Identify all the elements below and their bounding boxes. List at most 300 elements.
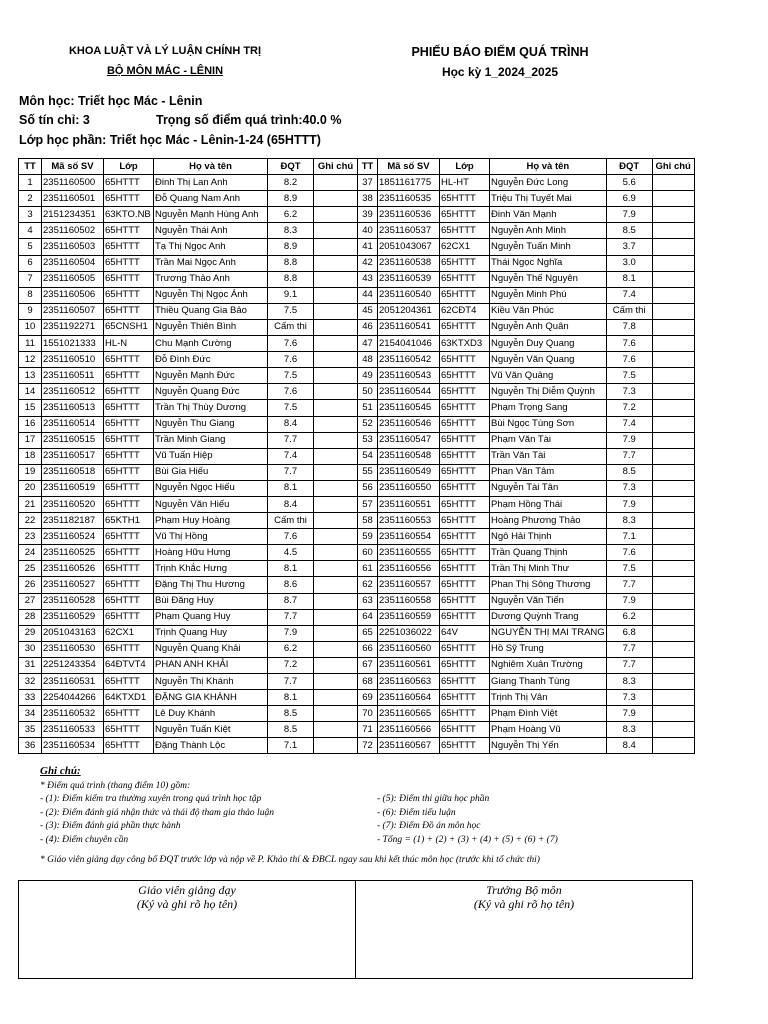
student-name: Đặng Thành Lộc [154, 738, 268, 754]
table-row [19, 690, 695, 706]
class-code: 65HTTT [440, 706, 490, 722]
note-cell [314, 223, 358, 239]
process-grade: 7.7 [606, 641, 652, 657]
class-code: HL-N [104, 336, 154, 352]
student-id: 2351160527 [42, 577, 104, 593]
note-cell [652, 319, 694, 335]
notes-right [377, 793, 558, 847]
note-cell [652, 496, 694, 512]
process-grade: 7.5 [268, 400, 314, 416]
student-name: Trịnh Quang Huy [154, 625, 268, 641]
class-code: 65HTTT [440, 400, 490, 416]
student-id: 2351160513 [42, 400, 104, 416]
process-grade: 8.5 [606, 223, 652, 239]
process-grade: 6.9 [606, 191, 652, 207]
note-cell [652, 239, 694, 255]
class-code: 65HTTT [440, 657, 490, 673]
student-name: Nguyễn Tuấn Minh [490, 239, 607, 255]
note-cell [314, 448, 358, 464]
table-row [19, 400, 695, 416]
student-name: Phạm Hồng Thái [490, 496, 607, 512]
row-number: 30 [19, 641, 42, 657]
process-grade: 6.8 [606, 625, 652, 641]
student-name: Phan Thị Sông Thương [490, 577, 607, 593]
note-cell [314, 690, 358, 706]
note-cell [652, 416, 694, 432]
process-grade: 7.6 [268, 384, 314, 400]
student-name: Thái Ngọc Nghĩa [490, 255, 607, 271]
note-cell [652, 529, 694, 545]
note-cell [314, 480, 358, 496]
class-code: 65HTTT [440, 674, 490, 690]
class-code: 65HTTT [104, 368, 154, 384]
process-grade: 7.6 [606, 336, 652, 352]
student-name: Phạm Quang Huy [154, 609, 268, 625]
note-cell [314, 352, 358, 368]
row-number: 53 [358, 432, 378, 448]
row-number: 58 [358, 513, 378, 529]
row-number: 5 [19, 239, 42, 255]
class-code: 65HTTT [440, 416, 490, 432]
class-code: 62CX1 [440, 239, 490, 255]
note-cell [652, 432, 694, 448]
class-code: 65HTTT [104, 593, 154, 609]
notes-section [40, 765, 274, 847]
head-signature-title: Trưởng Bộ môn [486, 883, 562, 897]
note-cell [314, 271, 358, 287]
student-name: Nguyễn Thị Khánh [154, 674, 268, 690]
note-cell [314, 529, 358, 545]
class-code: 65HTTT [440, 529, 490, 545]
student-name: Nguyễn Văn Quang [490, 352, 607, 368]
row-number: 33 [19, 690, 42, 706]
student-name: Hoàng Phương Thảo [490, 513, 607, 529]
class-code: 65HTTT [440, 545, 490, 561]
process-grade: 8.3 [268, 223, 314, 239]
process-grade: 7.7 [606, 577, 652, 593]
class-code: 65HTTT [440, 191, 490, 207]
row-number: 71 [358, 722, 378, 738]
note-cell [652, 287, 694, 303]
note-cell [314, 239, 358, 255]
student-id: 2351160539 [378, 271, 440, 287]
process-grade: 7.5 [606, 561, 652, 577]
class-code: 65HTTT [440, 448, 490, 464]
student-id: 2351160533 [42, 722, 104, 738]
row-number: 13 [19, 368, 42, 384]
class-code: 65HTTT [104, 384, 154, 400]
row-number: 70 [358, 706, 378, 722]
student-name: Nguyễn Minh Phú [490, 287, 607, 303]
row-number: 26 [19, 577, 42, 593]
table-row [19, 706, 695, 722]
class-code: 65HTTT [440, 207, 490, 223]
table-row [19, 480, 695, 496]
student-id: 2351160530 [42, 641, 104, 657]
row-number: 63 [358, 593, 378, 609]
student-name: Phạm Hoàng Vũ [490, 722, 607, 738]
class-code: 65HTTT [440, 384, 490, 400]
header-student-id: Mã số SV [42, 159, 104, 175]
class-code: 65HTTT [440, 722, 490, 738]
row-number: 7 [19, 271, 42, 287]
row-number: 47 [358, 336, 378, 352]
student-name: Đỗ Đình Đức [154, 352, 268, 368]
class-code: 65CNSH1 [104, 319, 154, 335]
student-id: 2051204361 [378, 303, 440, 319]
student-name: Vũ Văn Quảng [490, 368, 607, 384]
class-code: 62CX1 [104, 625, 154, 641]
grades-table [18, 158, 695, 754]
class-code: 65HTTT [440, 464, 490, 480]
note-cell [314, 593, 358, 609]
row-number: 72 [358, 738, 378, 754]
faculty-header [40, 45, 290, 77]
student-id: 2351160514 [42, 416, 104, 432]
note-cell [652, 690, 694, 706]
student-name: Trần Quang Thịnh [490, 545, 607, 561]
student-name: Phạm Đình Việt [490, 706, 607, 722]
student-name: Phạm Văn Tài [490, 432, 607, 448]
row-number: 41 [358, 239, 378, 255]
row-number: 65 [358, 625, 378, 641]
class-code: 65HTTT [440, 561, 490, 577]
class-code: 65HTTT [440, 609, 490, 625]
note-cell [314, 674, 358, 690]
weight-label: Trọng số điểm quá trình:40.0 % [156, 113, 342, 127]
table-row [19, 255, 695, 271]
class-code: 65HTTT [440, 496, 490, 512]
note-cell [314, 432, 358, 448]
student-id: 2351160531 [42, 674, 104, 690]
student-name: PHAN ANH KHẢI [154, 657, 268, 673]
student-name: Bùi Đăng Huy [154, 593, 268, 609]
student-name: Dương Quỳnh Trang [490, 609, 607, 625]
student-name: Nguyễn Thị Yến [490, 738, 607, 754]
process-grade: 6.2 [606, 609, 652, 625]
student-id: 2351160543 [378, 368, 440, 384]
signature-box [18, 880, 693, 979]
student-id: 2351160505 [42, 271, 104, 287]
student-name: Lê Duy Khánh [154, 706, 268, 722]
process-grade: 3.7 [606, 239, 652, 255]
process-grade: 8.8 [268, 271, 314, 287]
process-grade: 7.7 [606, 657, 652, 673]
table-row [19, 271, 695, 287]
student-name: Nguyễn Văn Tiến [490, 593, 607, 609]
student-name: Nguyễn Thu Giang [154, 416, 268, 432]
table-row [19, 657, 695, 673]
student-name: Nghiêm Xuân Trường [490, 657, 607, 673]
header-grade: ĐQT [268, 159, 314, 175]
head-signature-sub: (Ký và ghi rõ họ tên) [473, 897, 575, 911]
student-id: 2351160561 [378, 657, 440, 673]
class-code: 65HTTT [104, 271, 154, 287]
class-code: 65HTTT [104, 464, 154, 480]
student-name: Nguyễn Thế Nguyên [490, 271, 607, 287]
note-item: - (7): Điểm Đồ án môn học [377, 821, 481, 831]
process-grade: 7.5 [268, 368, 314, 384]
student-id: 2351160560 [378, 641, 440, 657]
row-number: 36 [19, 738, 42, 754]
student-name: Nguyễn Tài Tân [490, 480, 607, 496]
process-grade: 7.7 [606, 448, 652, 464]
note-item: - (4): Điểm chuyên cần [40, 834, 129, 845]
table-header-row [19, 159, 695, 175]
row-number: 2 [19, 191, 42, 207]
note-cell [314, 287, 358, 303]
student-id: 2351160540 [378, 287, 440, 303]
row-number: 20 [19, 480, 42, 496]
row-number: 49 [358, 368, 378, 384]
class-section-line: Lớp học phần: Triết học Mác - Lênin-1-24 (65HTTT) [19, 133, 321, 147]
row-number: 62 [358, 577, 378, 593]
student-id: 2351160537 [378, 223, 440, 239]
student-name: Trần Văn Tài [490, 448, 607, 464]
process-grade: 7.6 [268, 336, 314, 352]
class-code: 65HTTT [104, 191, 154, 207]
note-cell [652, 706, 694, 722]
student-id: 2351160557 [378, 577, 440, 593]
header-tt: TT [19, 159, 42, 175]
department-name: BỘ MÔN MÁC - LÊNIN [106, 65, 224, 77]
subject-line: Môn học: Triết học Mác - Lênin [19, 94, 203, 108]
student-id: 2154041046 [378, 336, 440, 352]
process-grade: 9.1 [268, 287, 314, 303]
row-number: 14 [19, 384, 42, 400]
header-notes: Ghi chú [314, 159, 358, 175]
student-id: 2351160517 [42, 448, 104, 464]
student-id: 2351160515 [42, 432, 104, 448]
process-grade: 7.8 [606, 319, 652, 335]
process-grade: 8.9 [268, 239, 314, 255]
table-row [19, 529, 695, 545]
student-name: Trần Minh Giang [154, 432, 268, 448]
row-number: 1 [19, 175, 42, 191]
row-number: 34 [19, 706, 42, 722]
student-name: Nguyễn Thị Diễm Quỳnh [490, 384, 607, 400]
student-name: Đinh Văn Mạnh [490, 207, 607, 223]
student-id: 1851161775 [378, 175, 440, 191]
row-number: 46 [358, 319, 378, 335]
student-name: Trần Thị Minh Thư [490, 561, 607, 577]
row-number: 27 [19, 593, 42, 609]
student-id: 2351160506 [42, 287, 104, 303]
student-id: 2351160528 [42, 593, 104, 609]
document-title: PHIẾU BÁO ĐIỂM QUÁ TRÌNH [411, 45, 589, 59]
class-code: 65HTTT [440, 319, 490, 335]
note-cell [652, 175, 694, 191]
process-grade: 6.2 [268, 207, 314, 223]
class-code: 65HTTT [104, 545, 154, 561]
student-id: 2351160518 [42, 464, 104, 480]
process-grade: 7.5 [268, 303, 314, 319]
student-name: Kiều Văn Phúc [490, 303, 607, 319]
class-code: 65HTTT [440, 223, 490, 239]
header-notes: Ghi chú [652, 159, 694, 175]
class-code: 64ĐTVT4 [104, 657, 154, 673]
student-id: 2351160544 [378, 384, 440, 400]
table-row [19, 545, 695, 561]
student-name: Giang Thanh Tùng [490, 674, 607, 690]
process-grade: 7.9 [606, 207, 652, 223]
table-row [19, 625, 695, 641]
student-name: Trần Mai Ngọc Anh [154, 255, 268, 271]
table-row [19, 722, 695, 738]
row-number: 24 [19, 545, 42, 561]
process-grade: 7.7 [268, 432, 314, 448]
student-name: Trần Thị Thùy Dương [154, 400, 268, 416]
class-code: 65HTTT [440, 480, 490, 496]
student-id: 2351182187 [42, 513, 104, 529]
row-number: 64 [358, 609, 378, 625]
student-id: 2351160554 [378, 529, 440, 545]
student-id: 2351160520 [42, 496, 104, 512]
student-id: 2351160542 [378, 352, 440, 368]
student-name: Trịnh Thị Vân [490, 690, 607, 706]
class-code: 65HTTT [440, 513, 490, 529]
note-cell [314, 207, 358, 223]
process-grade: 8.6 [268, 577, 314, 593]
table-row [19, 239, 695, 255]
student-name: Tạ Thị Ngọc Anh [154, 239, 268, 255]
process-grade: 6.2 [268, 641, 314, 657]
note-item: - (6): Điểm tiểu luận [377, 807, 456, 818]
note-cell [652, 625, 694, 641]
process-grade: 7.7 [268, 674, 314, 690]
note-cell [652, 577, 694, 593]
notes-title: Ghi chú: [40, 765, 81, 777]
student-id: 2351160510 [42, 352, 104, 368]
student-id: 2251036022 [378, 625, 440, 641]
student-name: Nguyễn Quang Đức [154, 384, 268, 400]
process-grade: 7.3 [606, 480, 652, 496]
table-row [19, 513, 695, 529]
table-row [19, 641, 695, 657]
student-name: Vũ Thị Hồng [154, 529, 268, 545]
note-item: - (1): Điểm kiểm tra thường xuyên trong quá trình học tập [40, 794, 262, 804]
student-id: 2351160526 [42, 561, 104, 577]
note-cell [652, 303, 694, 319]
student-id: 2351160536 [378, 207, 440, 223]
process-grade: 5.6 [606, 175, 652, 191]
row-number: 10 [19, 319, 42, 335]
student-name: Bùi Ngọc Tùng Sơn [490, 416, 607, 432]
student-id: 2351160550 [378, 480, 440, 496]
student-id: 2351192271 [42, 319, 104, 335]
note-cell [652, 657, 694, 673]
student-id: 2351160559 [378, 609, 440, 625]
note-cell [314, 191, 358, 207]
class-code: 65HTTT [440, 641, 490, 657]
process-grade: 7.4 [606, 287, 652, 303]
class-code: 65HTTT [104, 432, 154, 448]
process-grade: 8.7 [268, 593, 314, 609]
student-id: 2351160548 [378, 448, 440, 464]
class-code: 65HTTT [104, 706, 154, 722]
process-grade: 8.2 [268, 175, 314, 191]
class-code: 65HTTT [104, 223, 154, 239]
row-number: 59 [358, 529, 378, 545]
process-grade: 8.3 [606, 722, 652, 738]
header-full-name: Họ và tên [490, 159, 607, 175]
note-cell [314, 384, 358, 400]
note-cell [652, 271, 694, 287]
process-grade: Cấm thi [606, 303, 652, 319]
row-number: 18 [19, 448, 42, 464]
student-name: NGUYỄN THỊ MAI TRANG [490, 625, 607, 641]
process-grade: Cấm thi [268, 319, 314, 335]
student-id: 2351160546 [378, 416, 440, 432]
class-code: 65HTTT [104, 303, 154, 319]
row-number: 22 [19, 513, 42, 529]
process-grade: 8.9 [268, 191, 314, 207]
student-name: Phạm Trọng Sang [490, 400, 607, 416]
student-id: 2351160555 [378, 545, 440, 561]
student-id: 2351160501 [42, 191, 104, 207]
table-row [19, 191, 695, 207]
student-id: 2351160551 [378, 496, 440, 512]
row-number: 32 [19, 674, 42, 690]
note-cell [314, 496, 358, 512]
row-number: 56 [358, 480, 378, 496]
note-cell [314, 255, 358, 271]
row-number: 51 [358, 400, 378, 416]
process-grade: 8.1 [268, 690, 314, 706]
table-row [19, 496, 695, 512]
row-number: 11 [19, 336, 42, 352]
student-name: Đỗ Quang Nam Anh [154, 191, 268, 207]
class-code: 65HTTT [104, 400, 154, 416]
class-code: 65HTTT [440, 738, 490, 754]
header-class: Lớp [440, 159, 490, 175]
student-name: Nguyễn Mạnh Hùng Anh [154, 207, 268, 223]
class-code: 65HTTT [104, 641, 154, 657]
process-grade: 7.4 [606, 416, 652, 432]
note-cell [652, 641, 694, 657]
table-row [19, 738, 695, 754]
table-row [19, 448, 695, 464]
row-number: 55 [358, 464, 378, 480]
note-cell [314, 625, 358, 641]
semester-label: Học kỳ 1_2024_2025 [441, 65, 559, 79]
student-name: Nguyễn Quang Khải [154, 641, 268, 657]
student-name: Nguyễn Thiên Bình [154, 319, 268, 335]
row-number: 12 [19, 352, 42, 368]
table-row [19, 609, 695, 625]
head-signature [355, 881, 692, 978]
student-name: Đặng Thị Thu Hương [154, 577, 268, 593]
note-cell [652, 738, 694, 754]
process-grade: 8.1 [606, 271, 652, 287]
row-number: 35 [19, 722, 42, 738]
note-cell [652, 368, 694, 384]
row-number: 15 [19, 400, 42, 416]
class-code: 65HTTT [104, 352, 154, 368]
row-number: 31 [19, 657, 42, 673]
class-code: 65HTTT [104, 255, 154, 271]
process-grade: 8.3 [606, 674, 652, 690]
row-number: 6 [19, 255, 42, 271]
header-tt: TT [358, 159, 378, 175]
student-name: Nguyễn Tuấn Kiệt [154, 722, 268, 738]
row-number: 54 [358, 448, 378, 464]
student-name: Đinh Thị Lan Anh [154, 175, 268, 191]
student-id: 2351160525 [42, 545, 104, 561]
class-code: HL-HT [440, 175, 490, 191]
student-name: Vũ Tuấn Hiệp [154, 448, 268, 464]
student-id: 2351160538 [378, 255, 440, 271]
